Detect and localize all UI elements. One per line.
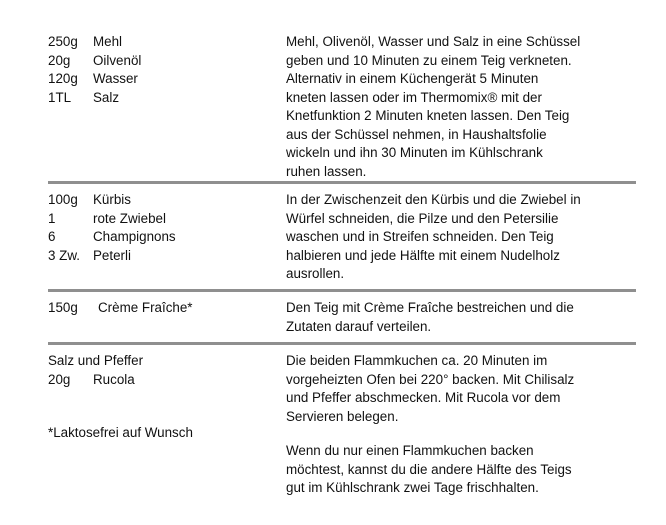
- ingredient-row: [48, 33, 268, 52]
- ingredient-row: [48, 228, 268, 247]
- ingredient-quantity: 20g: [48, 371, 71, 387]
- ingredient-name: Peterli: [93, 247, 131, 263]
- ingredient-row: [48, 371, 268, 390]
- instruction-line: und Pfeffer abschmecken. Mit Rucola vor dem: [286, 390, 561, 405]
- ingredient-list: [48, 191, 268, 265]
- instruction-line: kneten lassen oder im Thermomix® mit der: [286, 89, 542, 105]
- instruction-text: [286, 299, 636, 336]
- ingredient-quantity: 20g: [48, 52, 71, 68]
- instruction-line: wickeln und ihn 30 Minuten im Kühlschrank: [286, 145, 543, 160]
- instruction-line: geben und 10 Minuten zu einem Teig verkneten.: [286, 52, 572, 68]
- ingredient-name: Crème Fraîche*: [98, 300, 193, 315]
- ingredient-row: [48, 89, 268, 108]
- instruction-line: vorgeheizten Ofen bei 220° backen. Mit Chilisalz: [286, 371, 575, 387]
- ingredient-name: Salz: [93, 89, 120, 105]
- ingredient-quantity: 1: [48, 210, 56, 226]
- section-divider: [48, 181, 636, 184]
- instruction-line: Wenn du nur einen Flammkuchen backen: [286, 443, 534, 458]
- instruction-text: [286, 33, 636, 181]
- ingredient-name: Wasser: [93, 71, 138, 86]
- ingredient-quantity: 1TL: [48, 89, 72, 105]
- instruction-line: Würfel schneiden, die Pilze und den Petersilie: [286, 210, 559, 226]
- ingredient-name: Mehl: [93, 34, 123, 49]
- ingredient-row: [48, 70, 268, 89]
- ingredient-row: [48, 191, 268, 210]
- instruction-line: Knetfunktion 2 Minuten kneten lassen. Den Teig: [286, 108, 570, 123]
- ingredient-quantity: 6: [48, 229, 56, 244]
- instruction-line: ausrollen.: [286, 266, 345, 281]
- ingredient-name: Oilvenöl: [93, 52, 142, 68]
- instruction-line: Mehl, Olivenöl, Wasser und Salz in eine Schüssel: [286, 34, 581, 49]
- instruction-line: gut im Kühlschrank zwei Tage frischhalten.: [286, 480, 539, 495]
- instruction-line: aus der Schüssel nehmen, in Haushaltsfolie: [286, 126, 547, 142]
- instruction-line: In der Zwischenzeit den Kürbis und die Zwiebel in: [286, 192, 581, 207]
- instruction-text: [286, 191, 636, 284]
- section-divider: [48, 342, 636, 345]
- ingredient-quantity: 3 Zw.: [48, 247, 80, 263]
- footnote: *Laktosefrei auf Wunsch: [48, 424, 193, 440]
- ingredient-list: [48, 299, 268, 318]
- instruction-line: Den Teig mit Crème Fraîche bestreichen und die: [286, 300, 574, 315]
- ingredient-quantity: 120g: [48, 71, 78, 86]
- instruction-line: möchtest, kannst du die andere Hälfte des Teigs: [286, 461, 572, 477]
- ingredient-quantity: 150g: [48, 300, 78, 315]
- ingredient-name: Rucola: [93, 371, 135, 387]
- ingredient-row: [48, 299, 268, 318]
- section-divider: [48, 289, 636, 292]
- instruction-line: Alternativ in einem Küchengerät 5 Minuten: [286, 71, 539, 86]
- seasoning-line: Salz und Pfeffer: [48, 353, 144, 368]
- ingredient-row: [48, 52, 268, 71]
- ingredient-name: Champignons: [93, 229, 176, 244]
- instruction-text: [286, 352, 636, 498]
- ingredient-row: [48, 210, 268, 229]
- ingredient-row: [48, 247, 268, 266]
- instruction-line: waschen und in Streifen schneiden. Den Teig: [286, 229, 554, 244]
- ingredient-name: rote Zwiebel: [93, 210, 166, 226]
- ingredient-quantity: 100g: [48, 192, 78, 207]
- ingredient-list: [48, 352, 268, 442]
- ingredient-name: Kürbis: [93, 192, 131, 207]
- ingredient-quantity: 250g: [48, 34, 78, 49]
- instruction-line: halbieren und jede Hälfte mit einem Nudelholz: [286, 247, 560, 263]
- instruction-line: Servieren belegen.: [286, 408, 399, 424]
- instruction-line: Zutaten darauf verteilen.: [286, 318, 432, 334]
- instruction-line: ruhen lassen.: [286, 163, 367, 179]
- instruction-line: Die beiden Flammkuchen ca. 20 Minuten im: [286, 353, 548, 368]
- ingredient-list: [48, 33, 268, 107]
